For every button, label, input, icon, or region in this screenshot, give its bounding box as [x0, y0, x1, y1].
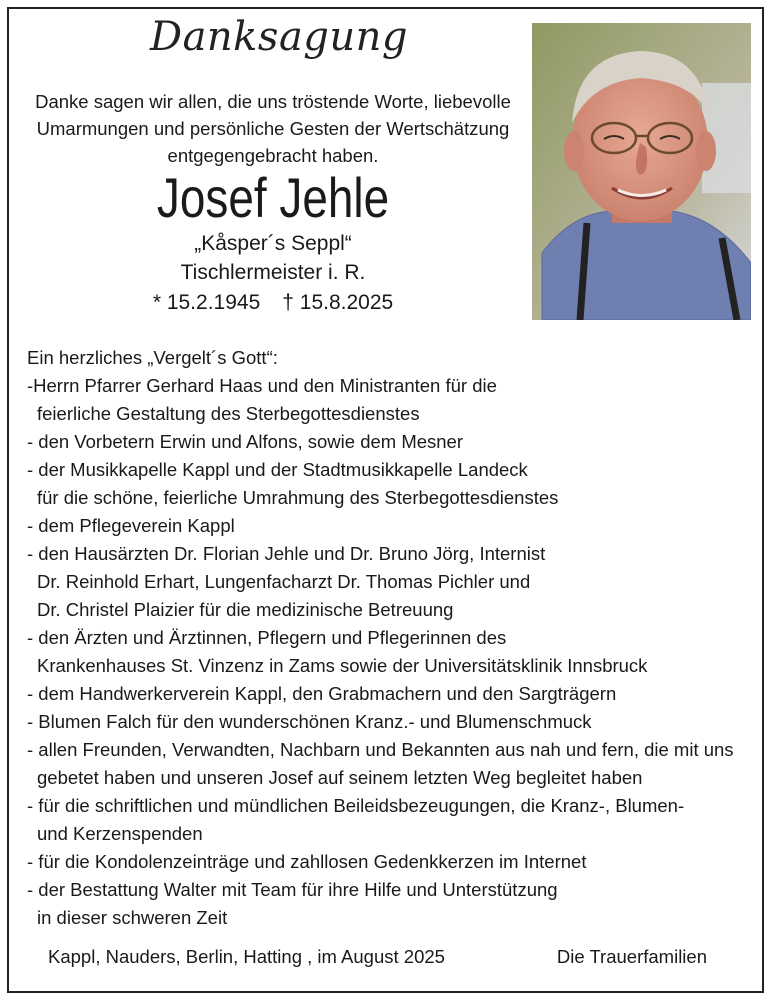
intro-line: Danke sagen wir allen, die uns tröstende Worte, liebevolle: [35, 91, 511, 112]
thanks-line: - den Vorbetern Erwin und Alfons, sowie dem Mesner: [27, 431, 464, 452]
thanks-line: - dem Pflegeverein Kappl: [27, 515, 235, 536]
deceased-name: Josef Jehle: [156, 166, 390, 229]
thanks-intro: Ein herzliches „Vergelt´s Gott“:: [27, 347, 278, 368]
birth-date: * 15.2.1945: [152, 291, 261, 314]
thanks-line: -Herrn Pfarrer Gerhard Haas und den Ministranten für die: [27, 375, 497, 396]
intro-line: entgegengebracht haben.: [167, 145, 379, 166]
portrait-photo: [532, 23, 751, 320]
deceased-nickname: „Kåsper´s Seppl“: [194, 232, 352, 255]
thanks-line: gebetet haben und unseren Josef auf seinem letzten Weg begleitet haben: [37, 767, 643, 788]
thanks-line: und Kerzenspenden: [37, 823, 203, 844]
thanks-line: - für die schriftlichen und mündlichen Beileidsbezeugungen, die Kranz-, Blumen-: [27, 795, 685, 816]
thanks-line: - allen Freunden, Verwandten, Nachbarn und Bekannten aus nah und fern, die mit uns: [27, 739, 734, 760]
thanks-line: - der Bestattung Walter mit Team für ihre Hilfe und Unterstützung: [27, 879, 558, 900]
intro-text: [18, 88, 528, 169]
thanks-list: [27, 344, 757, 932]
thanks-line: - den Hausärzten Dr. Florian Jehle und Dr. Bruno Jörg, Internist: [27, 543, 546, 564]
thanks-line: - der Musikkapelle Kappl und der Stadtmusikkapelle Landeck: [27, 459, 528, 480]
thanks-line: feierliche Gestaltung des Sterbegottesdienstes: [37, 403, 420, 424]
heading-danksagung: Danksagung: [150, 14, 409, 60]
thanks-line: - dem Handwerkerverein Kappl, den Grabmachern und den Sargträgern: [27, 683, 617, 704]
intro-line: Umarmungen und persönliche Gesten der Wertschätzung: [36, 118, 510, 139]
thanks-line: Dr. Christel Plaizier für die medizinische Betreuung: [37, 599, 454, 620]
death-date: † 15.8.2025: [282, 291, 394, 314]
thanks-line: - Blumen Falch für den wunderschönen Kranz.- und Blumenschmuck: [27, 711, 592, 732]
signature: Die Trauerfamilien: [556, 946, 707, 967]
place-and-date: Kappl, Nauders, Berlin, Hatting , im August 2025: [48, 946, 445, 967]
thanks-line: Krankenhauses St. Vinzenz in Zams sowie der Universitätsklinik Innsbruck: [37, 655, 648, 676]
thanks-line: Dr. Reinhold Erhart, Lungenfacharzt Dr. Thomas Pichler und: [37, 571, 531, 592]
deceased-dates: [18, 291, 528, 315]
thanks-line: in dieser schweren Zeit: [37, 907, 228, 928]
thanks-line: - den Ärzten und Ärztinnen, Pflegern und Pflegerinnen des: [27, 627, 507, 648]
deceased-profession: Tischlermeister i. R.: [180, 261, 366, 284]
thanks-line: - für die Kondolenzeinträge und zahllosen Gedenkkerzen im Internet: [27, 851, 587, 872]
portrait-illustration: [532, 23, 751, 320]
thanks-line: für die schöne, feierliche Umrahmung des Sterbegottesdienstes: [37, 487, 559, 508]
